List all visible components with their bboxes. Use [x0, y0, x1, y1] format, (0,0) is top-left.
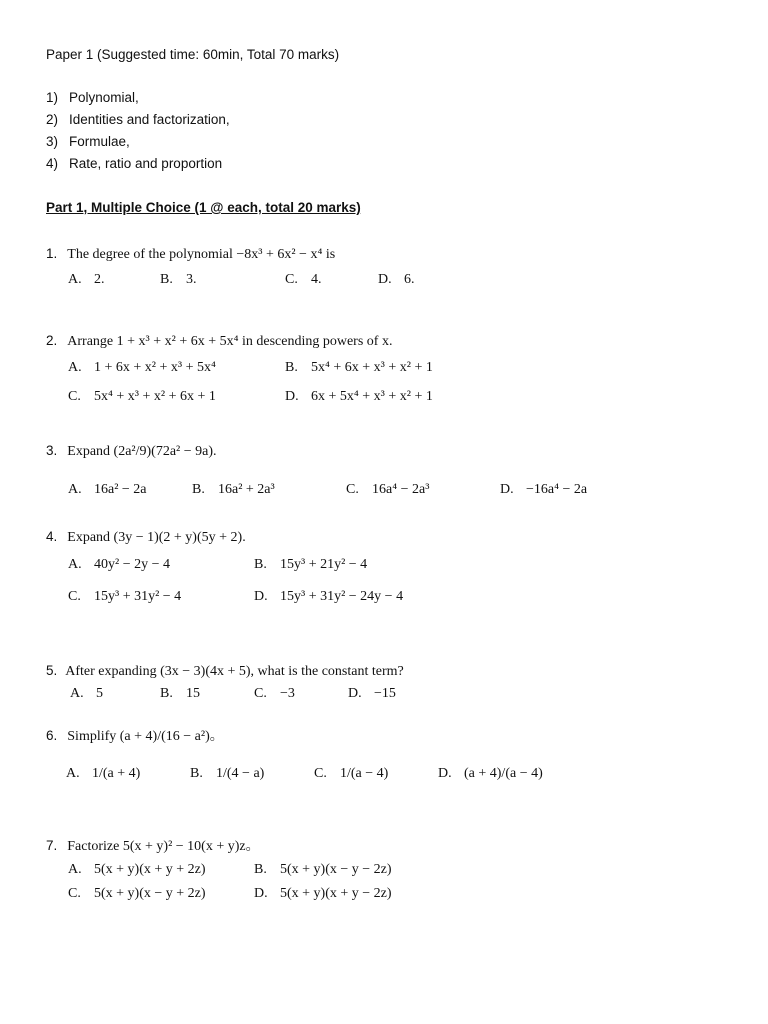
option-c[interactable]: C. 5(x + y)(x − y + 2z): [68, 886, 206, 901]
option-a[interactable]: A. 5(x + y)(x + y + 2z): [68, 862, 206, 877]
option-d[interactable]: D. (a + 4)/(a − 4): [438, 766, 543, 781]
option-b[interactable]: B. 5(x + y)(x − y − 2z): [254, 862, 392, 877]
question-text: Arrange 1 + x³ + x² + 6x + 5x⁴ in descending powers of x.: [67, 334, 393, 349]
question-number: 1.: [46, 246, 58, 261]
option-d[interactable]: D. 15y³ + 31y² − 24y − 4: [254, 589, 404, 604]
paper-header: Paper 1 (Suggested time: 60min, Total 70 marks): [46, 47, 340, 62]
question-6: [46, 725, 224, 745]
question-7: [46, 835, 260, 855]
option-d[interactable]: D. 6.: [378, 272, 415, 287]
option-c[interactable]: C. 16a⁴ − 2a³: [346, 482, 430, 497]
option-c[interactable]: C. 15y³ + 31y² − 4: [68, 589, 182, 604]
question-5: [46, 662, 404, 680]
question-number: 5.: [46, 663, 58, 678]
option-b[interactable]: B. 15y³ + 21y² − 4: [254, 557, 368, 572]
option-b[interactable]: B. 16a² + 2a³: [192, 482, 275, 497]
option-c[interactable]: C. 1/(a − 4): [314, 766, 389, 781]
question-text: Expand (3y − 1)(2 + y)(5y + 2).: [67, 530, 246, 545]
part-title: Part 1, Multiple Choice (1 @ each, total 20 marks): [46, 200, 361, 215]
question-number: 7.: [46, 838, 58, 853]
option-d[interactable]: D. −16a⁴ − 2a: [500, 482, 588, 497]
option-b[interactable]: B. 5x⁴ + 6x + x³ + x² + 1: [285, 360, 433, 375]
question-3: [46, 442, 217, 460]
option-d[interactable]: D. −15: [348, 686, 396, 701]
question-number: 3.: [46, 443, 58, 458]
question-text: Simplify (a + 4)/(16 − a²)。: [67, 729, 224, 744]
option-a[interactable]: A. 16a² − 2a: [68, 482, 147, 497]
topic-number: 4): [46, 156, 59, 171]
question-text: Factorize 5(x + y)² − 10(x + y)z。: [67, 839, 260, 854]
topic-text: Identities and factorization,: [69, 112, 230, 127]
option-a[interactable]: A. 2.: [68, 272, 105, 287]
topic-number: 2): [46, 112, 59, 127]
option-c[interactable]: C. −3: [254, 686, 295, 701]
option-b[interactable]: B. 3.: [160, 272, 197, 287]
option-d[interactable]: D. 6x + 5x⁴ + x³ + x² + 1: [285, 389, 433, 404]
topic-number: 1): [46, 90, 59, 105]
topic-item: [46, 134, 230, 156]
question-number: 4.: [46, 529, 58, 544]
option-c[interactable]: C. 5x⁴ + x³ + x² + 6x + 1: [68, 389, 216, 404]
question-4: [46, 528, 246, 546]
question-2: [46, 332, 392, 350]
topic-item: [46, 112, 230, 134]
option-a[interactable]: A. 40y² − 2y − 4: [68, 557, 170, 572]
question-text: The degree of the polynomial −8x³ + 6x² − x⁴ is: [67, 247, 336, 262]
topic-list: [46, 90, 230, 178]
question-text: After expanding (3x − 3)(4x + 5), what is the constant term?: [65, 664, 404, 679]
option-a[interactable]: A. 5: [70, 686, 103, 701]
option-a[interactable]: A. 1/(a + 4): [66, 766, 141, 781]
topic-item: [46, 156, 230, 178]
option-d[interactable]: D. 5(x + y)(x + y − 2z): [254, 886, 392, 901]
option-b[interactable]: B. 15: [160, 686, 200, 701]
topic-text: Rate, ratio and proportion: [69, 156, 223, 171]
question-text: Expand (2a²/9)(72a² − 9a).: [67, 444, 217, 459]
question-number: 2.: [46, 333, 58, 348]
option-c[interactable]: C. 4.: [285, 272, 322, 287]
topic-item: [46, 90, 230, 112]
option-b[interactable]: B. 1/(4 − a): [190, 766, 265, 781]
option-a[interactable]: A. 1 + 6x + x² + x³ + 5x⁴: [68, 360, 216, 375]
question-1: [46, 245, 335, 263]
topic-number: 3): [46, 134, 59, 149]
topic-text: Polynomial,: [69, 90, 139, 105]
topic-text: Formulae,: [69, 134, 130, 149]
question-number: 6.: [46, 728, 58, 743]
